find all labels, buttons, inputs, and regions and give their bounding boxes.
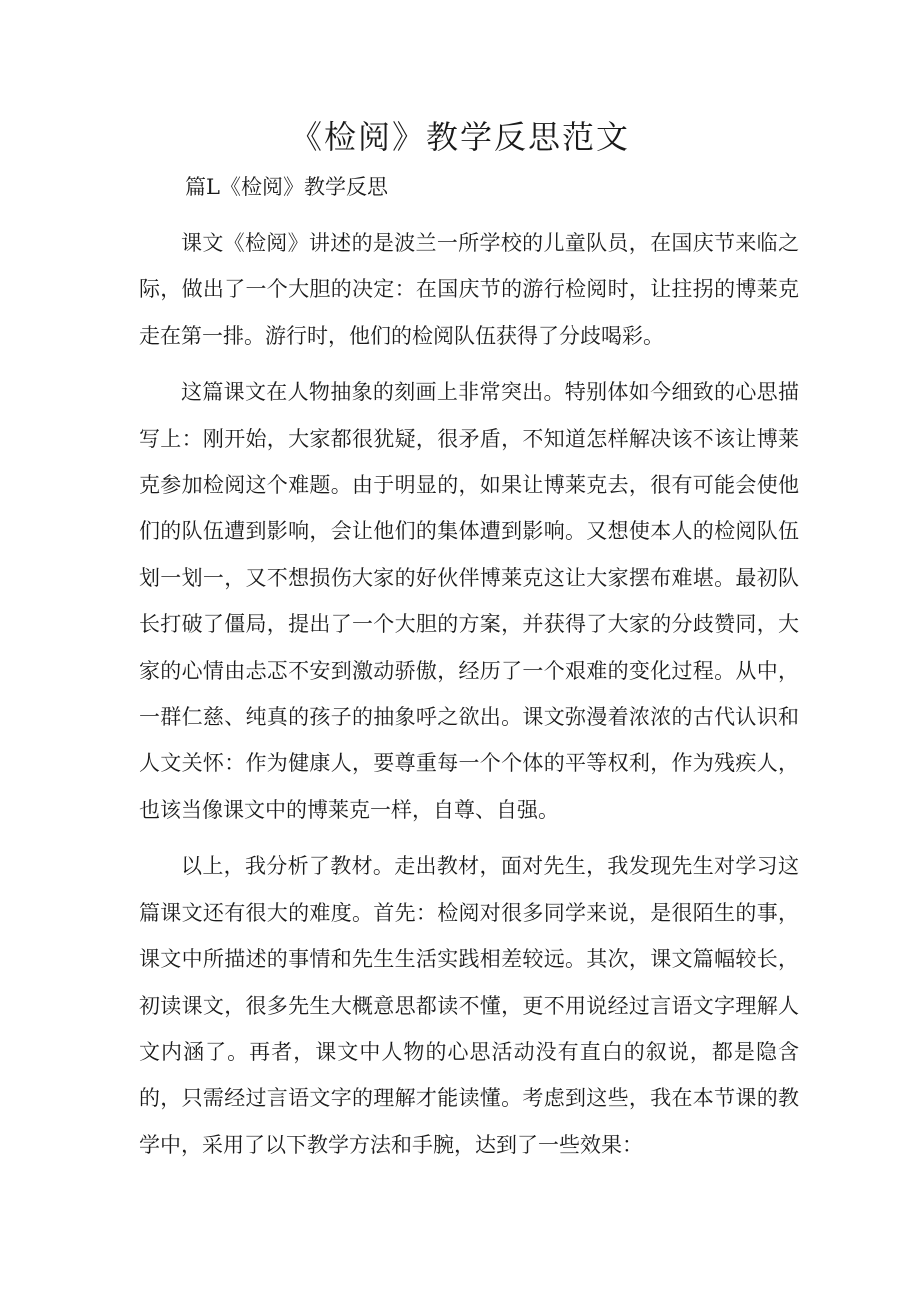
document-title: 《检阅》教学反思范文 <box>289 118 630 156</box>
section-heading: 篇L《检阅》教学反思 <box>185 175 388 199</box>
paragraph: 课文《检阅》讲述的是波兰一所学校的儿童队员，在国庆节来临之际，做出了一个大胆的决定：在国庆节的游行检阅时，让拄拐的博莱克走在第一排。游行时，他们的检阅队伍获得了分歧喝彩。 <box>139 231 799 348</box>
paragraph: 这篇课文在人物抽象的刻画上非常突出。特别体如今细致的心思描写上：刚开始，大家都很犹疑，很矛盾，不知道怎样解决该不该让博莱克参加检阅这个难题。由于明显的，如果让博莱克去，很有可能会使他们的队伍遭到影响，会让他们的集体遭到影响。又想使本人的检阅队伍划一划一，又不想损伤大家的好伙伴博莱克这让大家摆布难堪。最初队长打破了僵局，提出了一个大胆的方案，并获得了大家的分歧赞同，大家的心情由忐忑不安到激动骄傲，经历了一个艰难的变化过程。从中，一群仁慈、纯真的孩子的抽象呼之欲出。课文弥漫着浓浓的古代认识和人文关怀：作为健康人，要尊重每一个个体的平等权利，作为残疾人，也该当像课文中的博莱克一样，自尊、自强。 <box>139 380 799 822</box>
paragraph: 以上，我分析了教材。走出教材，面对先生，我发现先生对学习这篇课文还有很大的难度。首先：检阅对很多同学来说，是很陌生的事，课文中所描述的事情和先生生活实践相差较远。其次，课文篇幅较长，初读课文，很多先生大概意思都读不懂，更不用说经过言语文字理解人文内涵了。再者，课文中人物的心思活动没有直白的叙说，都是隐含的，只需经过言语文字的理解才能读懂。考虑到这些，我在本节课的教学中，采用了以下教学方法和手腕，达到了一些效果： <box>139 854 799 1157</box>
document-body <box>139 220 799 1178</box>
